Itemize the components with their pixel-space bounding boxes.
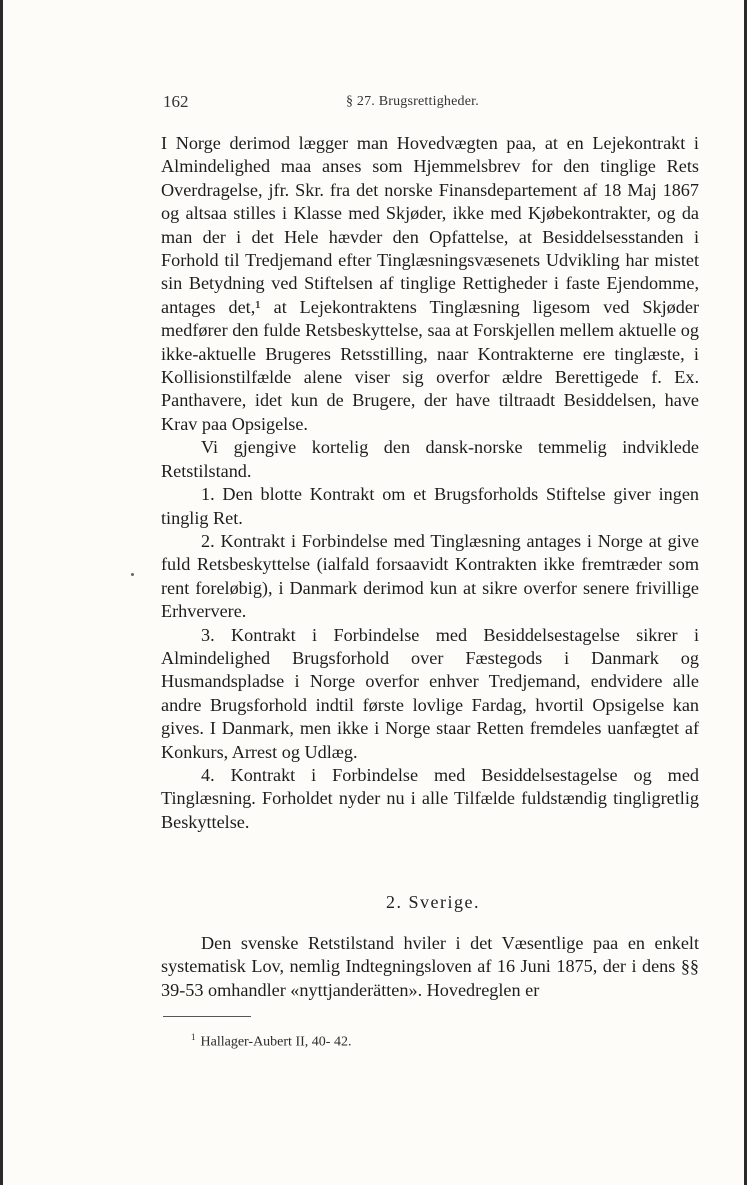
running-title: § 27. Brugsrettigheder. [346, 94, 479, 109]
margin-speck [131, 573, 134, 576]
section-heading: 2. Sverige. [386, 892, 480, 912]
list-item-1: 1. Den blotte Kontrakt om et Brugsforholds Stiftelse giver ingen tinglig Ret. [161, 484, 699, 528]
footnote-text: Hallager-Aubert II, 40- 42. [200, 1034, 352, 1050]
section-paragraph: Den svenske Retstilstand hviler i det Væsentlige paa en enkelt systematisk Lov, nemlig Indtegningsloven af 16 Juni 1875, der i dens §§ 39-53 omhandler «nyttjanderätten». Hovedreglen er [161, 933, 699, 1000]
footnote-divider [163, 1016, 251, 1017]
page-number: 162 [163, 92, 189, 111]
list-item-2: 2. Kontrakt i Forbindelse med Tinglæsning antages i Norge at give fuld Retsbeskyttelse (ialfald forsaavidt Kontrakten ikke fremtræder som rent foreløbig), i Danmark derimod kun at sikre overfor senere frivillige Erhververe. [161, 530, 699, 622]
paragraph-norway: I Norge derimod lægger man Hovedvægten paa, at en Lejekontrakt i Almindelighed maa anses som Hjemmelsbrev for den tinglige Rets Overdragelse, jfr. Skr. fra det norske Finansdepartement af 18 Maj 1867 og altsaa stilles i Klasse med Skjøder, ikke med Kjøbekontrakter, og da man der i det Hele hævder den Opfattelse, at Besiddelsesstanden i Forhold til Tredjemand efter Tinglæsningsvæsenets Udvikling har mistet sin Betydning ved Stiftelsen af tinglige Rettigheder i faste Ejendomme, antages det,¹ at Lejekontraktens Tinglæsning ligesom ved Skjøder medfører den fulde Retsbeskyttelse, saa at Forskjellen mellem aktuelle og ikke-aktuelle Brugeres Retsstilling, naar Kontrakterne ere tinglæste, i Kollisionstilfælde alene viser sig overfor ældre Berettigede f. Ex. Panthavere, idet kun de Brugere, der have tiltraadt Besiddelsen, have Krav paa Opsigelse. [161, 133, 699, 434]
list-item-3: 3. Kontrakt i Forbindelse med Besiddelsestagelse sikrer i Almindelighed Brugsforhold over Fæstegods i Danmark og Husmandspladse i Norge overfor enhver Tredjemand, endvidere alle andre Brugsforhold indtil første lovlige Fardag, hvortil Opsigelse kan gives. I Danmark, men ikke i Norge staar Retten fremdeles uanfægtet af Konkurs, Arrest og Udlæg. [161, 624, 699, 762]
page-header [3, 92, 747, 116]
list-item-4: 4. Kontrakt i Forbindelse med Besiddelsestagelse og med Tinglæsning. Forholdet nyder nu i alle Tilfælde fuldstændig tingligretlig Beskyttelse. [161, 764, 699, 832]
footnote-marker: 1 [191, 1032, 196, 1042]
footnote [191, 1032, 351, 1051]
paragraph-summary: Vi gjengive kortelig den dansk-norske temmelig indviklede Retstilstand. [161, 437, 699, 481]
main-text [161, 132, 699, 834]
